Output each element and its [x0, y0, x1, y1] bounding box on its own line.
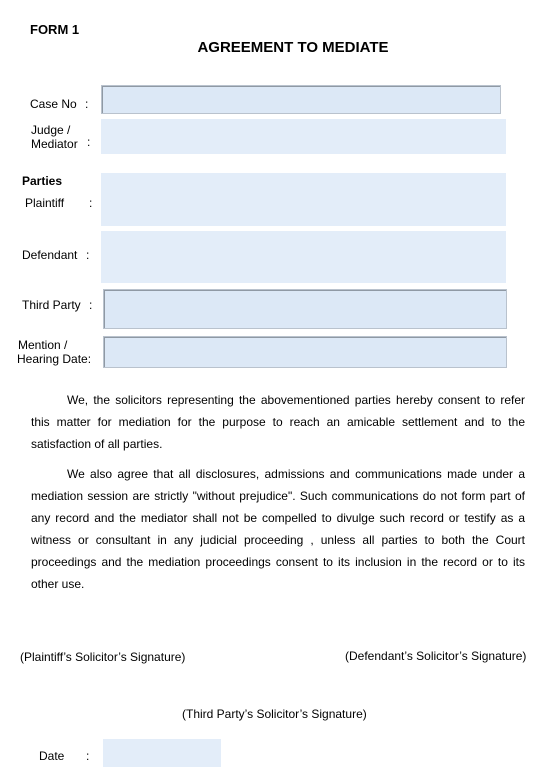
hearing-date-label: Hearing Date:: [17, 352, 92, 366]
mention-hearing-date-field[interactable]: [103, 336, 507, 368]
form-number: FORM 1: [30, 22, 80, 37]
third-party-label: Third Party: [22, 298, 81, 312]
case-no-field[interactable]: [101, 85, 501, 114]
third-party-signature-label: (Third Party’s Solicitor’s Signature): [182, 707, 367, 721]
case-no-label: Case No: [30, 97, 77, 111]
date-colon: :: [86, 749, 90, 763]
plaintiff-label: Plaintiff: [25, 196, 65, 210]
third-party-colon: :: [89, 298, 93, 312]
date-field[interactable]: [103, 739, 221, 767]
consent-paragraph: [31, 389, 525, 455]
defendant-signature-label: (Defendant’s Solicitor’s Signature): [345, 649, 527, 663]
consent-paragraph-text: We, the solicitors representing the abovementioned parties hereby consent to refer this matter for mediation for the purpose to reach an amicable settlement and to the satisfaction of all parties.: [31, 393, 525, 451]
without-prejudice-paragraph: [31, 463, 525, 595]
defendant-field[interactable]: [101, 231, 506, 283]
judge-mediator-field[interactable]: [101, 119, 506, 154]
plaintiff-field[interactable]: [101, 173, 506, 226]
third-party-field[interactable]: [103, 289, 507, 329]
mediator-label: Mediator: [31, 137, 78, 151]
case-no-colon: :: [85, 97, 89, 111]
defendant-colon: :: [86, 248, 90, 262]
defendant-label: Defendant: [22, 248, 78, 262]
plaintiff-signature-label: (Plaintiff’s Solicitor’s Signature): [20, 650, 186, 664]
mention-label: Mention /: [18, 338, 68, 352]
date-label: Date: [39, 749, 65, 763]
plaintiff-colon: :: [89, 196, 93, 210]
without-prejudice-paragraph-text: We also agree that all disclosures, admissions and communications made under a mediation session are strictly "without prejudice". Such communications do not form part of any record and the mediator shall not be compelled to divulge such record or testify as a witness or consultant in any judicial proceeding , unless all parties to both the Court proceedings and the mediation proceedings consent to its inclusion in the record or to its other use.: [31, 467, 525, 591]
judge-label: Judge /: [31, 123, 71, 137]
judge-colon: :: [87, 135, 91, 149]
page-title: AGREEMENT TO MEDIATE: [197, 39, 389, 56]
parties-heading: Parties: [22, 174, 63, 188]
